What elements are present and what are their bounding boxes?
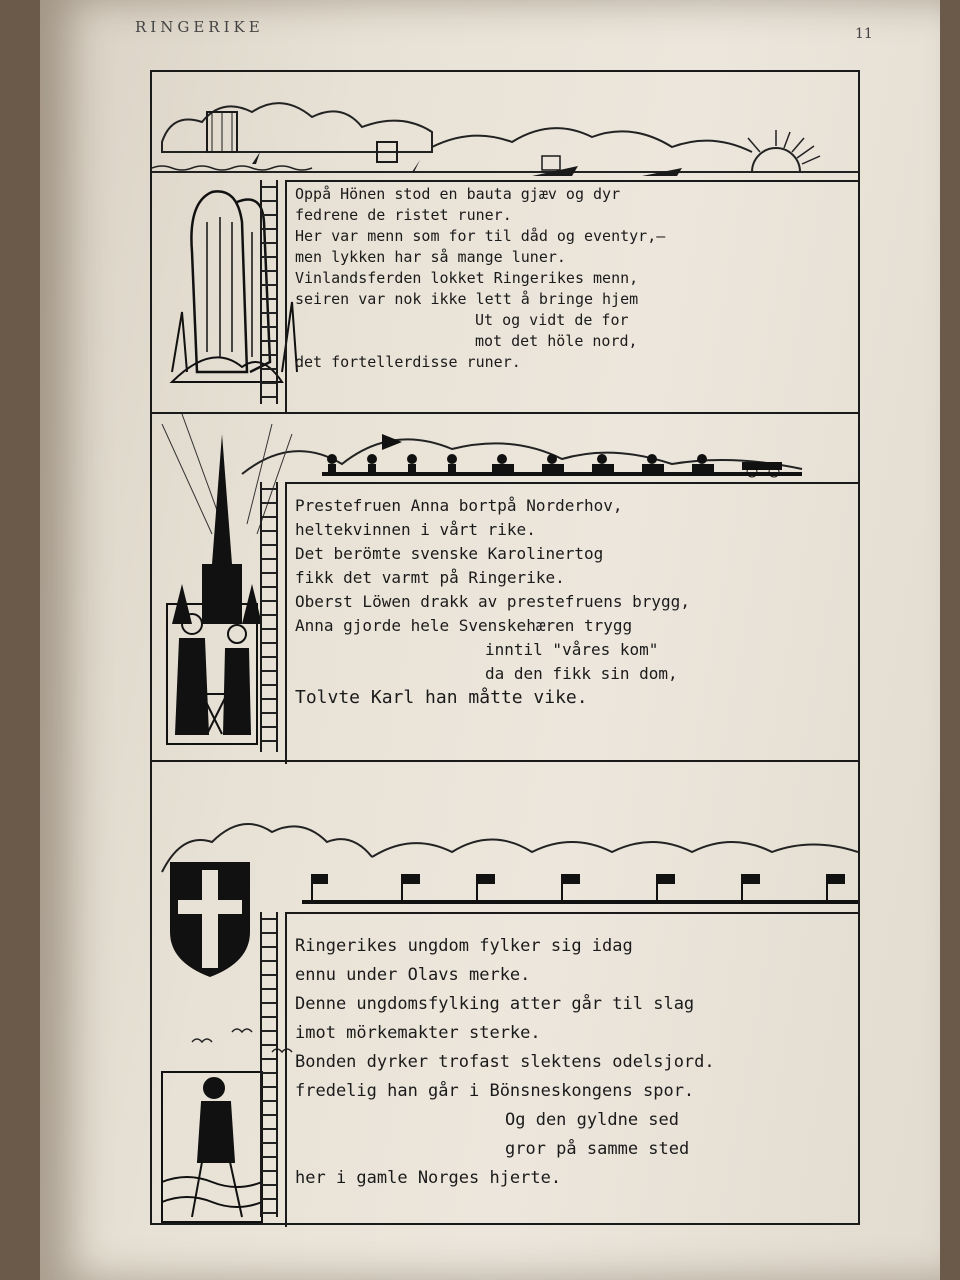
verse-line: Og den gyldne sed xyxy=(505,1110,679,1130)
verse-line: Her var menn som for til dåd og eventyr,— xyxy=(295,227,666,245)
verse-line: inntil "våres kom" xyxy=(485,640,659,659)
verse-line: mot det höle nord, xyxy=(475,332,638,350)
panel-olav xyxy=(152,760,858,1225)
verse-line: da den fikk sin dom, xyxy=(485,664,678,683)
verse-line: Tolvte Karl han måtte vike. xyxy=(295,687,588,708)
running-head: RINGERIKE xyxy=(135,18,264,36)
verse-line: Det berömte svenske Karolinertog xyxy=(295,544,604,563)
cavalry-column-icon xyxy=(322,434,802,477)
flag-procession-icon xyxy=(302,874,858,904)
verse-line: Ringerikes ungdom fylker sig idag xyxy=(295,936,633,956)
verse-line: Prestefruen Anna bortpå Norderhov, xyxy=(295,496,623,515)
figures-icon xyxy=(167,604,257,744)
verse-line: her i gamle Norges hjerte. xyxy=(295,1168,562,1188)
verse-line: det fortellerdisse runer. xyxy=(295,353,521,371)
runestone-icon xyxy=(172,191,297,382)
verse-line: Ut og vidt de for xyxy=(475,311,629,329)
panel-viking-ornament xyxy=(260,180,278,404)
verse-line: Oppå Hönen stod en bauta gjæv og dyr xyxy=(295,185,621,203)
panel-olav-ornament xyxy=(260,912,278,1217)
sower-icon xyxy=(162,1072,262,1222)
panel-karoliner-ornament xyxy=(260,482,278,752)
church-spire-icon xyxy=(172,434,262,624)
verse-line: Oberst Löwen drakk av prestefruens brygg, xyxy=(295,592,690,611)
sun-icon xyxy=(748,130,820,172)
panel-viking-verse xyxy=(295,184,665,373)
panel-karoliner xyxy=(152,412,858,762)
panel-olav-verse xyxy=(295,932,715,1193)
verse-line: gror på samme sted xyxy=(505,1139,690,1159)
page-number: 11 xyxy=(855,26,873,42)
cross-shield-icon xyxy=(170,862,250,977)
verse-line: imot mörkemakter sterke. xyxy=(295,1023,541,1043)
verse-line: fikk det varmt på Ringerike. xyxy=(295,568,565,587)
verse-line: fredelig han går i Bönsneskongens spor. xyxy=(295,1081,695,1101)
illustrated-frame xyxy=(150,70,860,1225)
panel-karoliner-verse xyxy=(295,494,690,710)
book-page xyxy=(40,0,940,1280)
verse-line: ennu under Olavs merke. xyxy=(295,965,531,985)
verse-line: Anna gjorde hele Svenskehæren trygg xyxy=(295,616,633,635)
verse-line: men lykken har så mange luner. xyxy=(295,248,566,266)
panel-viking xyxy=(152,72,858,412)
verse-line: seiren var nok ikke lett å bringe hjem xyxy=(295,290,639,308)
verse-line: Denne ungdomsfylking atter går til slag xyxy=(295,994,695,1014)
verse-line: Vinlandsferden lokket Ringerikes menn, xyxy=(295,269,639,287)
verse-line: Bonden dyrker trofast slektens odelsjord. xyxy=(295,1052,715,1072)
verse-line: heltekvinnen i vårt rike. xyxy=(295,520,536,539)
verse-line: fedrene de ristet runer. xyxy=(295,206,512,224)
